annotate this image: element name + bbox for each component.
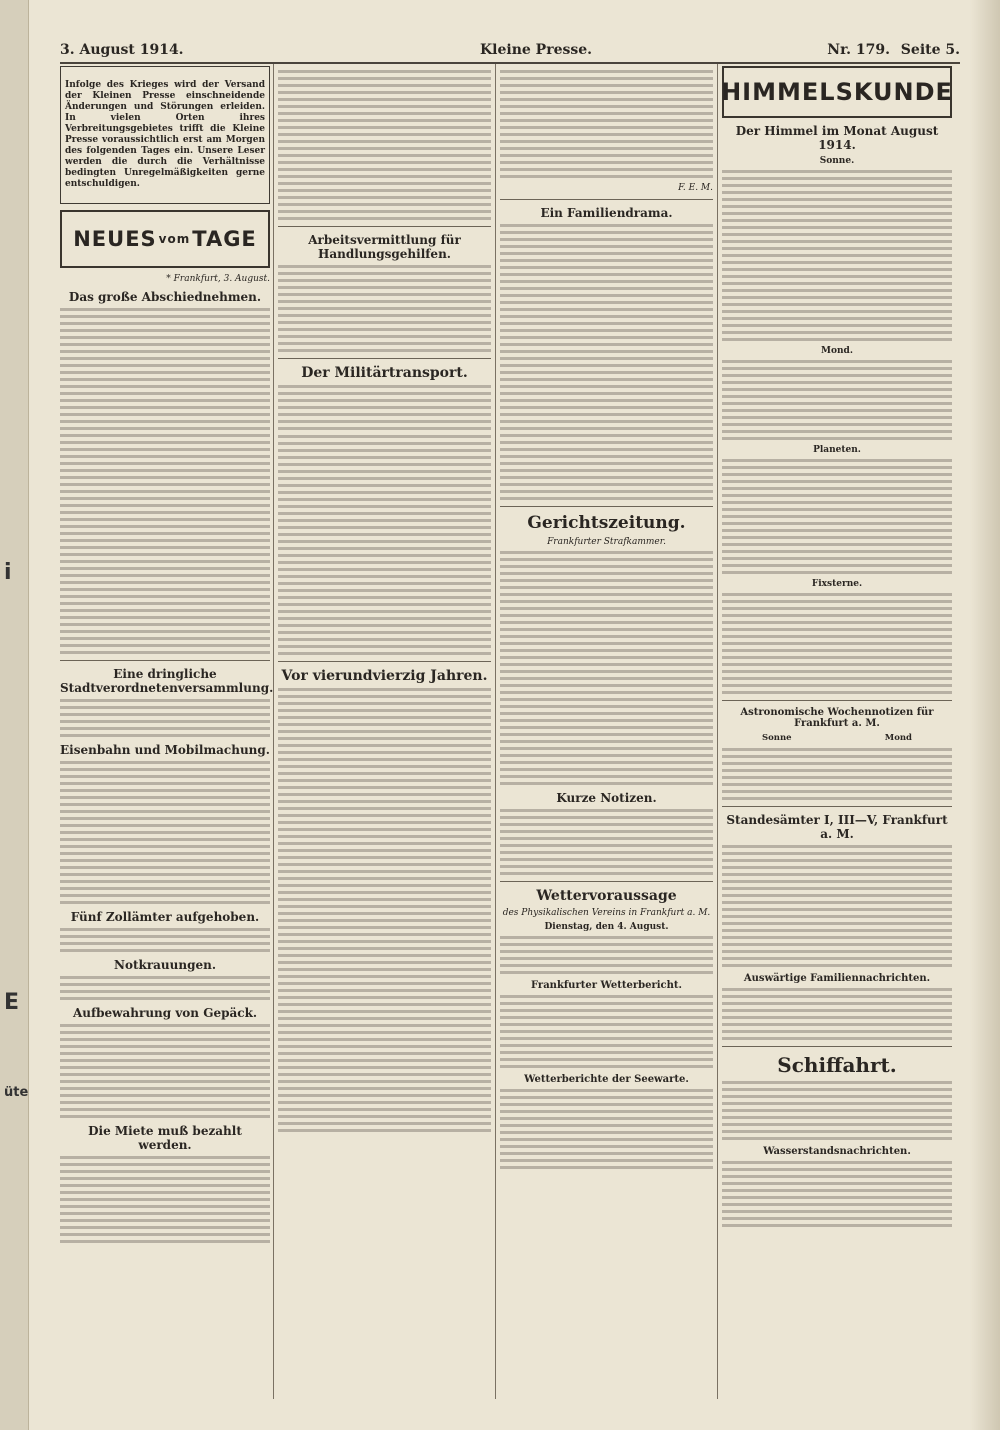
divider [500, 506, 713, 507]
train-schedule-table [278, 435, 491, 655]
spine-fragment: i [4, 560, 12, 585]
logo-word: TAGE [192, 227, 257, 251]
article-heading: Arbeitsvermittlung für Handlungsgehilfen. [308, 233, 461, 261]
article-heading: Fünf Zollämter aufgehoben. [70, 910, 260, 924]
astronomy-table-head [722, 733, 952, 744]
logo-word: NEUES [73, 227, 157, 251]
divider [722, 1046, 952, 1047]
article-text [278, 688, 491, 1132]
table-head-cell: Sonne [762, 733, 792, 743]
section-subheading: des Physikalischen Vereins in Frankfurt a. M. [502, 908, 711, 918]
article-text [500, 70, 713, 178]
weather-table [500, 995, 713, 1068]
subsection-heading: Sonne. [819, 156, 855, 166]
divider [60, 660, 270, 661]
delivery-notice-box [60, 66, 270, 204]
article-text [60, 976, 270, 1000]
article-text [722, 845, 952, 967]
binding-spine [0, 0, 29, 1430]
article-heading: Vor vierundvierzig Jahren. [281, 668, 488, 684]
spine-fragment: E [4, 990, 20, 1015]
column-1 [60, 66, 274, 1248]
table-head-cell: Mond [884, 733, 912, 743]
column-3 [500, 66, 713, 1174]
article-heading: Notkrauungen. [113, 958, 217, 972]
subsection-heading: Planeten. [813, 445, 861, 455]
delivery-notice: Infolge des Krieges wird der Versand der Kleinen Presse einschneidende Änderungen und Störungen erleiden. In vielen Orten ihres Verbreitungsgebietes trifft die Kleine Presse voraussichtlich erst am Morgen des folgenden Tages ein. Unsere Leser werden die durch die Verhältnisse bedingten Unregelmäßigkeiten gerne entschuldigen. [65, 80, 265, 189]
column-rule [495, 64, 496, 1399]
article-text [60, 308, 270, 654]
section-logo-neues-vom-tage [60, 210, 270, 268]
article-heading: Die Miete muß bezahlt werden. [88, 1124, 242, 1152]
article-heading: Kurze Notizen. [556, 791, 657, 805]
section-heading: Schiffahrt. [777, 1053, 897, 1077]
table-heading: Frankfurter Wetterbericht. [531, 980, 682, 991]
article-text [722, 1081, 952, 1140]
column-4 [722, 66, 952, 1232]
article-text [722, 170, 952, 341]
article-heading: Eisenbahn und Mobilmachung. [60, 743, 270, 757]
article-heading: Standesämter I, III—V, Frankfurt a. M. [726, 813, 948, 841]
issue-number: Nr. 179. [827, 42, 890, 58]
divider [500, 199, 713, 200]
article-heading: Ein Familiendrama. [540, 206, 673, 220]
paper-name: Kleine Presse. [480, 42, 593, 58]
subsection-heading: Fixsterne. [811, 579, 863, 589]
subsection-heading: Mond. [821, 346, 853, 356]
article-text [278, 70, 491, 220]
forecast-date: Dienstag, den 4. August. [544, 922, 669, 932]
article-heading: Das große Abschiednehmen. [68, 290, 262, 304]
article-heading: Aufbewahrung von Gepäck. [72, 1006, 258, 1020]
weather-table [500, 1089, 713, 1169]
spine-fragment: üte [4, 1085, 29, 1100]
article-text [722, 459, 952, 574]
divider [278, 358, 491, 359]
divider [500, 881, 713, 882]
astronomy-table [722, 748, 952, 800]
article-heading: Eine dringliche Stadtverordnetenversammlung. [60, 667, 274, 695]
article-text [60, 699, 270, 737]
article-text [500, 809, 713, 875]
page-number: Seite 5. [900, 42, 960, 58]
article-text [722, 593, 952, 694]
divider [278, 661, 491, 662]
author-signature: F. E. M. [678, 183, 713, 193]
water-level-table [722, 1161, 952, 1227]
article-text [60, 761, 270, 904]
article-heading: Auswärtige Familiennachrichten. [743, 973, 931, 984]
article-text [500, 551, 713, 785]
article-heading: Der Militärtransport. [301, 365, 468, 381]
article-text [722, 360, 952, 440]
divider [722, 700, 952, 701]
section-logo-himmelskunde: HIMMELSKUNDE [722, 66, 952, 118]
section-subheading: Frankfurter Strafkammer. [547, 537, 666, 547]
article-text [278, 385, 491, 430]
logo-word: vom [158, 232, 191, 246]
article-heading: Der Himmel im Monat August 1914. [735, 124, 939, 152]
divider [278, 226, 491, 227]
article-heading: Astronomische Wochennotizen für Frankfurt a. M. [740, 707, 934, 729]
article-text [60, 1156, 270, 1243]
divider [722, 806, 952, 807]
section-heading: Wettervoraussage [536, 888, 677, 904]
article-heading: Wasserstandsnachrichten. [763, 1146, 911, 1157]
column-rule [273, 64, 274, 1399]
section-heading: Gerichtszeitung. [527, 513, 686, 533]
article-text [278, 265, 491, 352]
article-text [60, 1024, 270, 1118]
article-text [722, 988, 952, 1040]
issue-date: 3. August 1914. [60, 42, 184, 58]
column-2 [278, 66, 491, 1137]
article-text [500, 224, 713, 500]
dateline: * Frankfurt, 3. August. [166, 274, 270, 284]
table-heading: Wetterberichte der Seewarte. [524, 1074, 689, 1085]
article-text [500, 936, 713, 974]
column-rule [717, 64, 718, 1399]
article-text [60, 928, 270, 952]
masthead [60, 42, 960, 64]
